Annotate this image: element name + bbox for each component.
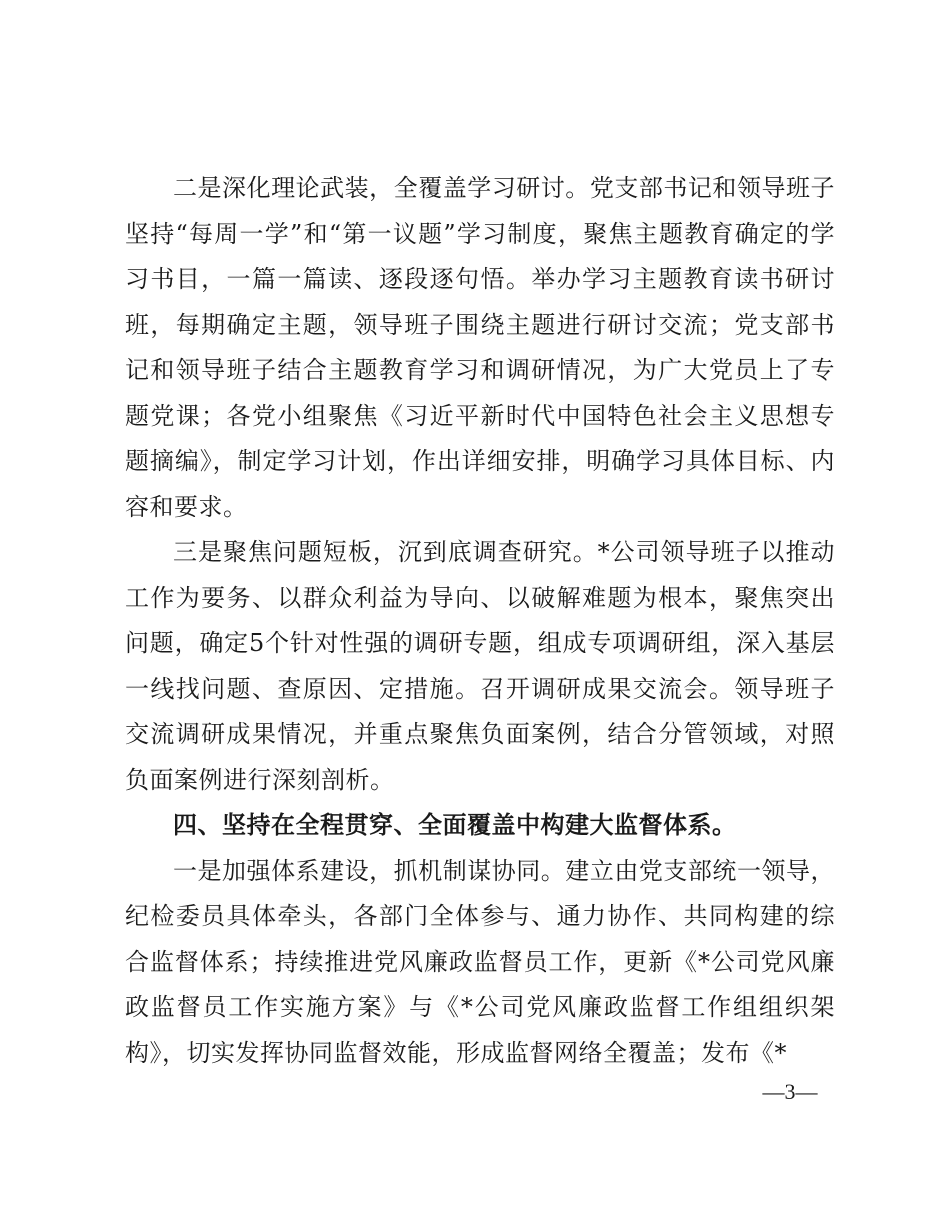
paragraph-theory-study: 二是深化理论武装，全覆盖学习研讨。党支部书记和领导班子坚持“每周一学”和“第一议题”学习制度，聚焦主题教育确定的学习书目，一篇一篇读、逐段逐句悟。举办学习主题教育读书研讨班，每期确定主题，领导班子围绕主题进行研讨交流；党支部书记和领导班子结合主题教育学习和调研情况，为广大党员上了专题党课；各党小组聚焦《习近平新时代中国特色社会主义思想专题摘编》，制定学习计划，作出详细安排，明确学习具体目标、内容和要求。 — [125, 174, 835, 521]
document-body — [125, 166, 835, 1076]
page-number: —3— — [762, 1079, 818, 1104]
paragraph-system-building: 一是加强体系建设，抓机制谋协同。建立由党支部统一领导，纪检委员具体牵头，各部门全体参与、通力协作、共同构建的综合监督体系；持续推进党风廉政监督员工作，更新《*公司党风廉政监督员工作实施方案》与《*公司党风廉政监督工作组组织架构》，切实发挥协同监督效能，形成监督网络全覆盖；发布《* — [125, 856, 835, 1067]
paragraph-research: 三是聚焦问题短板，沉到底调查研究。*公司领导班子以推动工作为要务、以群众利益为导向、以破解难题为根本，聚焦突出问题，确定5个针对性强的调研专题，组成专项调研组，深入基层一线找问题、查原因、定措施。召开调研成果交流会。领导班子交流调研成果情况，并重点聚焦负面案例，结合分管领域，对照负面案例进行深刻剖析。 — [125, 538, 835, 794]
section-heading-supervision: 四、坚持在全程贯穿、全面覆盖中构建大监督体系。 — [173, 811, 737, 839]
